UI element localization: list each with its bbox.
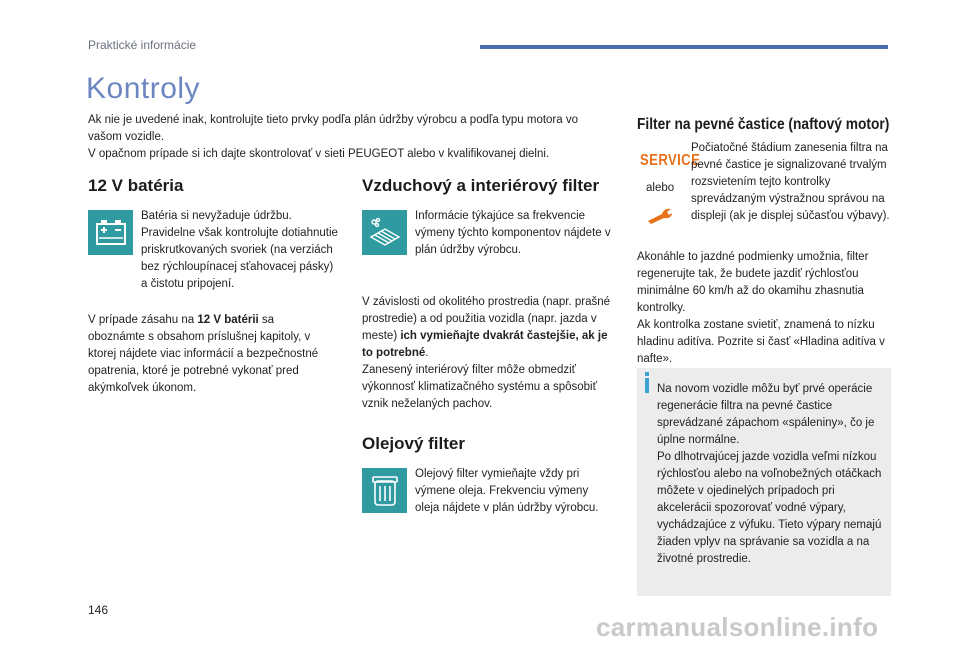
page-number: 146 (88, 603, 109, 617)
air-filter-heading: Vzduchový a interiérový filter (362, 176, 600, 195)
battery-heading: 12 V batéria (88, 176, 184, 195)
section-label: Praktické informácie (88, 38, 197, 52)
watermark: carmanualsonline.info (596, 612, 879, 642)
wrench-icon (646, 207, 674, 225)
page-title: Kontroly (86, 72, 201, 105)
battery-icon-text: Batéria si nevyžaduje údržbu. Pravidelne však kontrolujte dotiahnutie priskrutkovaných svoriek (na verziách bez rýchloupínacej sťahovacej pásky) a čistotu pripojení. (141, 210, 338, 290)
intro-text (88, 112, 608, 163)
info-box-text-2: Po dlhotrvajúcej jazde vozidla veľmi nízkou rýchlosťou alebo na voľnobežných otáčkach môžete v ojedinelých prípadoch pri akcelerácii spozorovať vodné výpary, vychádzajúce z výfuku. Tieto výpary nemajú žiaden vplyv na správanie sa vozidla a na životné prostredie. (657, 451, 882, 565)
info-icon (645, 378, 649, 393)
battery-body-bold: 12 V batérii (197, 314, 259, 326)
air-filter-body-1 (362, 294, 612, 362)
info-box-text-1: Na novom vozidle môžu byť prvé operácie regenerácie filtra na pevné častice sprevádzané zápachom «spáleniny», čo je úplne normálne. (657, 383, 875, 446)
particle-filter-heading: Filter na pevné častice (naftový motor) (637, 116, 890, 133)
particle-filter-icon-text: Počiatočné štádium zanesenia filtra na pevné častice je signalizované trvalým rozsvietením tejto kontrolky sprevádzaným výstražnou správou na displeji (ak je displej súčasťou výbavy). (691, 142, 890, 222)
info-box-text (657, 381, 885, 568)
air-filter-body-bold: ich vymieňajte dvakrát častejšie, ak je to potrebné (362, 330, 608, 359)
info-icon-dot (645, 372, 649, 376)
service-warning-icon: SERVICE (640, 152, 701, 169)
particle-filter-body-1: Akonáhle to jazdné podmienky umožnia, filter regenerujte tak, že budete jazdiť rýchlosťou minimálne 60 km/h až do okamihu zhasnutia kontrolky. (637, 251, 869, 314)
battery-body (88, 312, 333, 397)
intro-line-1: Ak nie je uvedené inak, kontrolujte tieto prvky podľa plán údržby výrobcu a podľa typu motora vo vašom vozidle. (88, 114, 578, 143)
or-label: alebo (646, 182, 675, 194)
air-filter-body-2: Zanesený interiérový filter môže obmedziť výkonnosť klimatizačného systému a spôsobiť vznik neželaných pachov. (362, 364, 597, 410)
air-filter-body (362, 294, 612, 413)
header-bar (480, 45, 888, 49)
particle-filter-body (637, 249, 891, 368)
air-filter-body-pre: V závislosti od okolitého prostredia (napr. prašné prostredie) a od použitia vozidla (napr. jazda v meste) (362, 296, 611, 342)
battery-icon (88, 210, 133, 255)
oil-filter-icon-text: Olejový filter vymieňajte vždy pri výmene oleja. Frekvenciu výmeny oleja nájdete v plán údržby výrobcu. (415, 468, 599, 514)
air-filter-body-post: . (425, 347, 429, 359)
intro-line-2: V opačnom prípade si ich dajte skontrolovať v sieti PEUGEOT alebo v kvalifikovanej dielni. (88, 148, 550, 160)
battery-body-pre: V prípade zásahu na (88, 314, 198, 326)
particle-filter-body-2: Ak kontrolka zostane svietiť, znamená to nízku hladinu aditíva. Pozrite si časť «Hladina aditíva v nafte». (637, 319, 885, 365)
battery-body-post: sa oboznámte s obsahom príslušnej kapitoly, v ktorej nájdete viac informácií a bezpečnostné opatrenia, ktoré je potrebné vykonať pred akýmkoľvek úkonom. (88, 314, 319, 394)
oil-filter-heading: Olejový filter (362, 434, 465, 453)
air-filter-icon-text: Informácie týkajúce sa frekvencie výmeny týchto komponentov nájdete v plán údržby výrobcu. (415, 210, 611, 256)
oil-filter-icon (362, 468, 407, 513)
air-filter-icon (362, 210, 407, 255)
